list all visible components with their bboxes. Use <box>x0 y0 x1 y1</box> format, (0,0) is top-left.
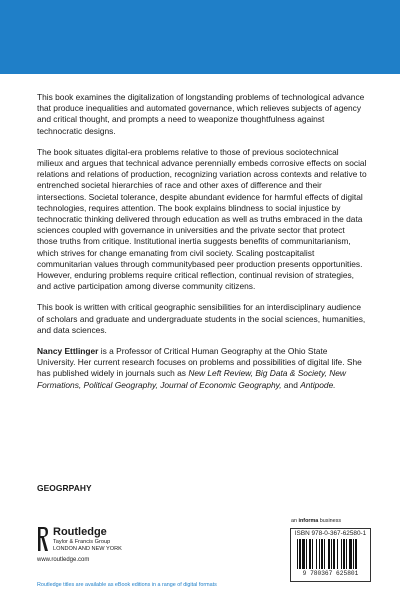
journal-antipode: Antipode. <box>300 379 336 390</box>
author-bio-text-b: and <box>281 379 301 390</box>
publisher-group <box>53 539 122 553</box>
barcode-bars <box>297 539 364 569</box>
informa-suffix: business <box>318 518 342 524</box>
isbn-label: ISBN 978-0-367-62580-1 <box>294 530 367 537</box>
publisher-cities: LONDON AND NEW YORK <box>53 546 122 552</box>
publisher-name: Routledge <box>53 526 107 538</box>
publisher-logo <box>37 523 177 563</box>
top-color-band <box>0 0 400 74</box>
author-name: Nancy Ettlinger <box>37 346 99 357</box>
barcode-block <box>290 528 371 582</box>
barcode-digits: 9 780367 625801 <box>302 570 359 577</box>
back-cover-text <box>37 92 367 401</box>
author-bio <box>37 346 367 391</box>
informa-word: informa <box>298 518 319 524</box>
publisher-group-name: Taylor & Francis Group <box>53 539 111 545</box>
description-paragraph-2: The book situates digital-era problems relative to those of previous sociotechnical milieux and argues that technical advance perennially embeds corrosive effects on social relations and relations of production, recognizing variation across contexts and relative to entrenched societal hierarchies of race and other axes of difference and their intersections. Societal tolerance, despite abundant evidence for harmful effects of digital technologies, requires attention. The book explains blindness to social injustice by technocratic thinking delivered through education as well as truths embraced in the data sciences coupled with governance in universities and the private sector that protect those truths from critique. Institutional inertia suggests benefits of communitarianism, which strives for change emanating from civil society. Scaling postcapitalist communitarian values through communitybased peer production presents opportunities. However, enduring problems require critical reflection, continual revision of strategies, and active participation among diverse community citizens. <box>37 146 367 292</box>
journal-list: New Left Review, Big Data & Society, New Formations, Political Geography, Journal of Economic Geography, <box>37 368 346 390</box>
publisher-url[interactable]: www.routledge.com <box>37 557 90 563</box>
description-paragraph-1: This book examines the digitalization of longstanding problems of technological advance that produce inequalities and automated governance, which relieves subjects of agency and critical thought, and prompts a need to weaponize thoughtfulness against technocratic designs. <box>37 92 365 136</box>
subject-category: GEOGRPAHY <box>37 483 92 493</box>
informa-business-tag <box>291 518 341 524</box>
informa-prefix: an <box>291 518 299 524</box>
description-paragraph-3: This book is written with critical geographic sensibilities for an interdisciplinary audience of scholars and graduate and undergraduate students in the social sciences, humanities, and data sciences. <box>37 302 366 335</box>
routledge-r-icon <box>37 525 49 553</box>
author-bio-text-a: is a Professor of Critical Human Geography at the Ohio State University. Her current research focuses on problems and possibilities of digital life. She has published widely in journals such as <box>37 346 362 379</box>
ebook-note: Routledge titles are available as eBook editions in a range of digital formats <box>37 582 217 588</box>
